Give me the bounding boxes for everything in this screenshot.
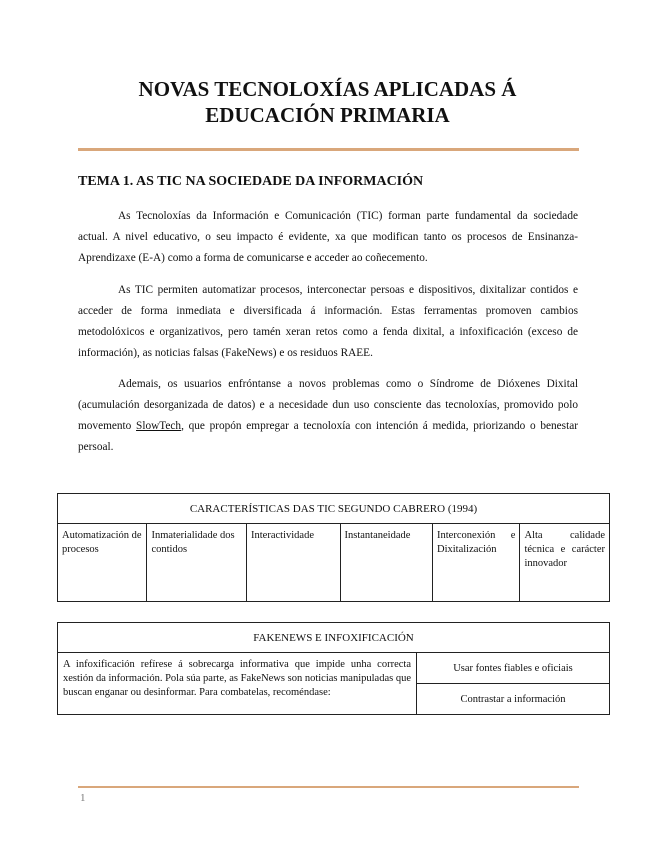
table-cell: Automatización de procesos <box>58 524 147 602</box>
table-cell: Interactividade <box>247 524 341 602</box>
table-cell: Instantaneidade <box>340 524 433 602</box>
table-row <box>58 653 610 684</box>
table-cell-recommendation: Contrastar a información <box>417 684 610 715</box>
paragraph-3-text-start: Ademais, os usuarios enfróntanse a novos problemas como o Síndrome de Dióxenes Dixital (acumulación desorganizada de datos) e a necesidade dun uso consciente das tecnoloxías, promovido polo movemento <box>78 378 578 432</box>
document-title <box>0 76 655 128</box>
paragraph-1: As Tecnoloxías da Información e Comunicación (TIC) forman parte fundamental da sociedade actual. A nivel educativo, o seu impacto é evidente, xa que modifican tanto os procesos de Ensinanza-Aprendizaxe (E-A) como a forma de comunicarse e acceder ao coñecemento. <box>78 210 578 264</box>
page-number: 1 <box>80 792 86 804</box>
table-cell-description: A infoxificación refírese á sobrecarga informativa que impide unha correcta xestión da información. Pola súa parte, as FakeNews son noticias manipuladas que buscan enganar ou desinformar. Para combatelas, recoméndase: <box>58 653 417 715</box>
table-cell-recommendation: Usar fontes fiables e oficiais <box>417 653 610 684</box>
table-header: CARACTERÍSTICAS DAS TIC SEGUNDO CABRERO (1994) <box>58 494 610 524</box>
table-header: FAKENEWS E INFOXIFICACIÓN <box>58 623 610 653</box>
fakenews-table <box>57 622 610 715</box>
title-line-2: EDUCACIÓN PRIMARIA <box>205 103 450 127</box>
table-row <box>58 524 610 602</box>
table-cell: Inmaterialidade dos contidos <box>147 524 247 602</box>
title-divider <box>78 148 579 151</box>
title-line-1: NOVAS TECNOLOXÍAS APLICADAS Á <box>138 77 517 101</box>
paragraph-3 <box>78 374 578 458</box>
table-cell: Interconexión e Dixitalización <box>433 524 520 602</box>
slowtech-link[interactable]: SlowTech <box>136 420 182 432</box>
paragraph-2: As TIC permiten automatizar procesos, interconectar persoas e dispositivos, dixitalizar contidos e acceder de forma inmediata e diversificada á información. Estas ferramentas promoven cambios metodolóxicos e organizativos, pero tamén xeran retos como a fenda dixital, a infoxificación (exceso de información), as noticias falsas (FakeNews) e os residuos RAEE. <box>78 284 578 359</box>
footer-divider <box>78 786 579 788</box>
table-cell: Alta calidade técnica e carácter innovador <box>520 524 610 602</box>
section-heading: TEMA 1. AS TIC NA SOCIEDADE DA INFORMACIÓN <box>78 174 424 189</box>
paragraph-3-text-end: , que propón empregar a tecnoloxía con intención á medida, priorizando o benestar persoal. <box>78 420 578 453</box>
tic-characteristics-table <box>57 493 610 602</box>
